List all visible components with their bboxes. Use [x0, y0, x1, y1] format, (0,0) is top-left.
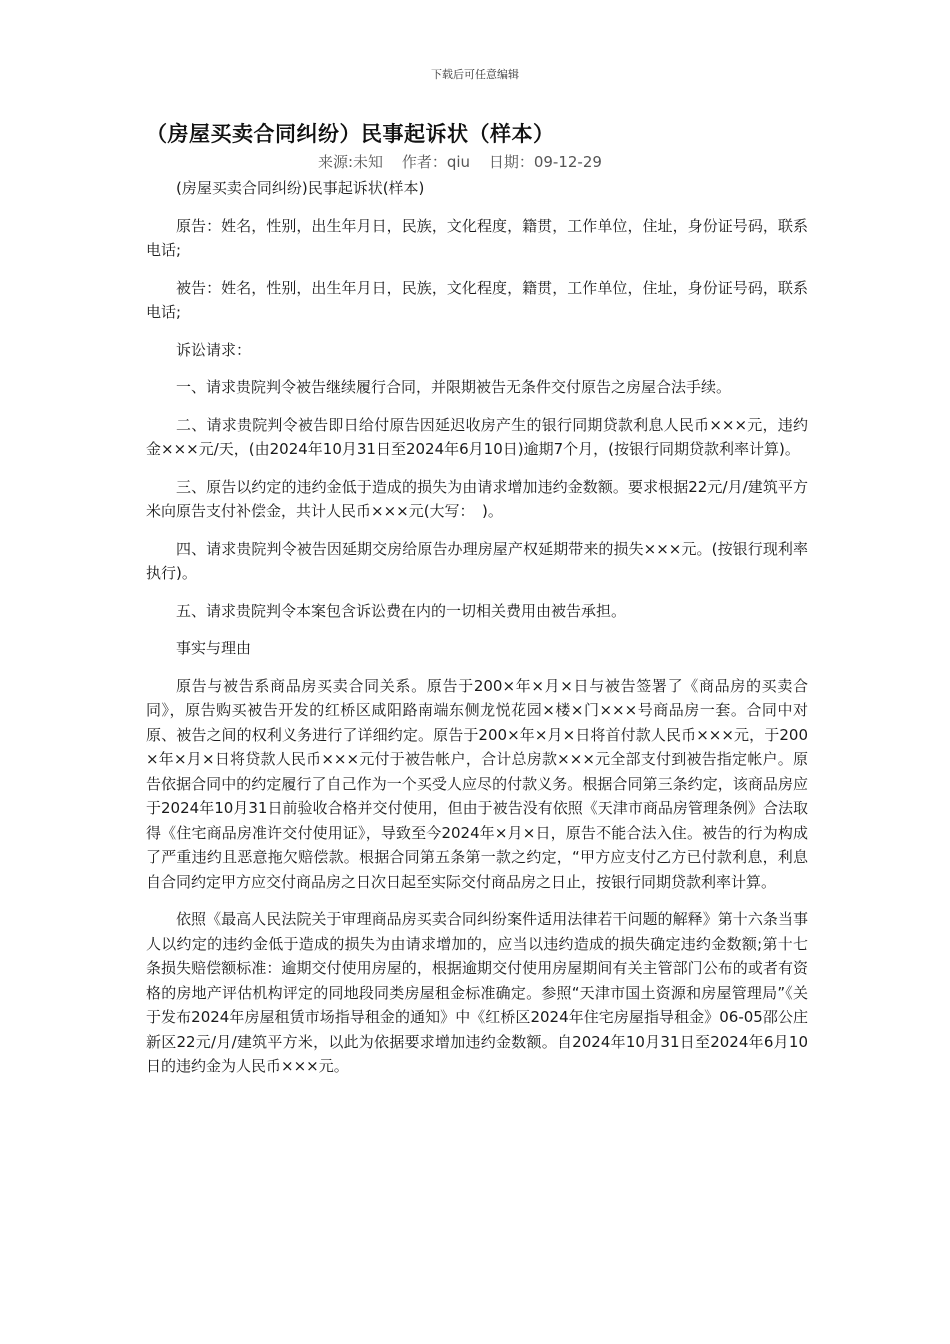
meta-date: 日期：09-12-29 [488, 153, 602, 171]
document-title: （房屋买卖合同纠纷）民事起诉状（样本） [146, 122, 555, 146]
paragraph-claim-2: 二、请求贵院判令被告即日给付原告因延迟收房产生的银行同期贷款利息人民币×××元，违约金×××元/天，(由2024年10月31日至2024年6月10日)逾期7个月，(按银行同期贷款利率计算)。 [146, 415, 808, 458]
paragraph-legal-basis: 依照《最高人民法院关于审理商品房买卖合同纠纷案件适用法律若干问题的解释》第十六条当事人以约定的违约金低于造成的损失为由请求增加的，应当以违约造成的损失确定违约金数额;第十七条损失赔偿额标准：逾期交付使用房屋的，根据逾期交付使用房屋期间有关主管部门公布的或者有资格的房地产评估机构评定的同地段同类房屋租金标准确定。参照“天津市国土资源和房屋管理局”《关于发布2024年房屋租赁市场指导租金的通知》中《红桥区2024年住宅房屋指导租金》06-05邵公庄新区22元/月/建筑平方米，以此为依据要求增加违约金数额。自2024年10月31日至2024年6月10日的违约金为人民币×××元。 [146, 910, 808, 1075]
paragraph-claim-1: 一、请求贵院判令被告继续履行合同，并限期被告无条件交付原告之房屋合法手续。 [176, 378, 732, 396]
paragraph-claim-4: 四、请求贵院判令被告因延期交房给原告办理房屋产权延期带来的损失×××元。(按银行现利率执行)。 [146, 539, 808, 582]
paragraph-claims-heading: 诉讼请求： [176, 340, 252, 359]
paragraph-facts-heading: 事实与理由 [176, 639, 252, 657]
paragraph-subtitle: (房屋买卖合同纠纷)民事起诉状(样本) [176, 179, 425, 197]
paragraph-defendant: 被告：姓名，性别，出生年月日，民族，文化程度，籍贯，工作单位，住址，身份证号码，联系电话; [146, 278, 808, 321]
paragraph-claim-5: 五、请求贵院判令本案包含诉讼费在内的一切相关费用由被告承担。 [176, 601, 627, 620]
meta-source: 来源:未知 [318, 153, 384, 171]
paragraph-plaintiff: 原告：姓名，性别，出生年月日，民族，文化程度，籍贯，工作单位，住址，身份证号码，联系电话; [146, 216, 808, 259]
meta-author: 作者：qiu [401, 153, 471, 171]
paragraph-facts: 原告与被告系商品房买卖合同关系。原告于200×年×月×日与被告签署了《商品房的买卖合同》，原告购买被告开发的红桥区咸阳路南端东侧龙悦花园×楼×门×××号商品房一套。合同中对原、被告之间的权利义务进行了详细约定。原告于200×年×月×日将首付款人民币×××元，于200 ×年×月×日将贷款人民币×××元付于被告帐户，合计总房款×××元全部支付到被告指定帐户。原告依据合同中的约定履行了自己作为一个买受人应尽的付款义务。根据合同第三条约定，该商品房应于2024年10月31日前验收合格并交付使用，但由于被告没有依照《天津市商品房管理条例》合法取得《住宅商品房准许交付使用证》，导致至今2024年×月×日，原告不能合法入住。被告的行为构成了严重违约且恶意拖欠赔偿款。根据合同第五条第一款之约定，“甲方应支付乙方已付款利息，利息自合同约定甲方应交付商品房之日次日起至实际交付商品房之日止，按银行同期贷款利率计算。 [146, 676, 808, 891]
paragraph-claim-3: 三、原告以约定的违约金低于造成的损失为由请求增加违约金数额。要求根据22元/月/建筑平方米向原告支付补偿金，共计人民币×××元(大写： )。 [146, 477, 808, 520]
document-meta [318, 151, 616, 172]
header-note: 下载后可任意编辑 [431, 68, 519, 81]
document-body [146, 176, 808, 1092]
